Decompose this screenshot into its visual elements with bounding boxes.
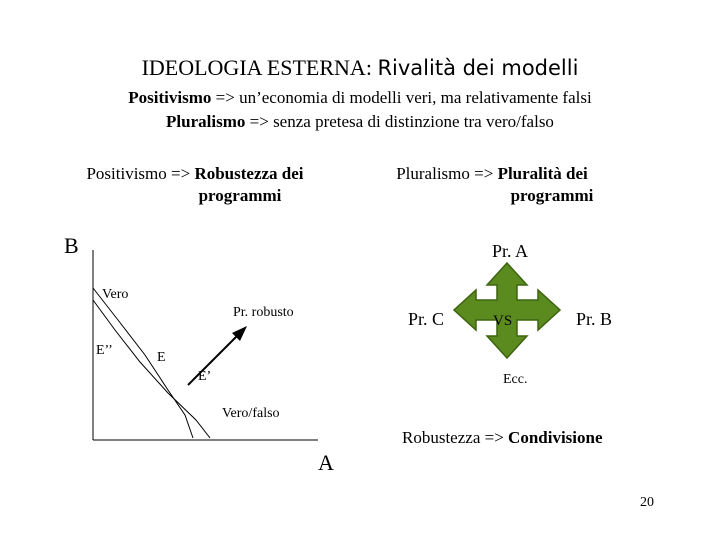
vs-label: VS [493, 313, 513, 329]
condivisione-plain: Robustezza => [402, 428, 504, 447]
vero-falso-label: Vero/falso [222, 406, 280, 421]
e-double-prime-label: E’’ [96, 343, 113, 358]
e-prime-label: E’ [198, 369, 212, 384]
condivisione-bold: Condivisione [508, 428, 603, 447]
vero-falso-curve [93, 300, 210, 438]
pr-a-label: Pr. A [492, 241, 529, 261]
right-heading-bold-2: programmi [510, 186, 594, 205]
page-number: 20 [640, 495, 654, 510]
left-heading-bold-1: Robustezza dei [194, 164, 304, 183]
condivisione-line [402, 428, 603, 448]
e-label: E [157, 350, 166, 365]
axis-b-label: B [64, 233, 79, 258]
vero-label: Vero [102, 287, 129, 302]
robust-curve [93, 288, 193, 438]
left-heading-bold-2: programmi [198, 186, 282, 205]
pr-b-label: Pr. B [576, 309, 613, 329]
four-way-arrow-icon [454, 263, 560, 358]
positivismo-rest: => un’economia di modelli veri, ma relativamente falsi [215, 88, 592, 107]
axis-a-label: A [318, 450, 334, 475]
pluralismo-rest: => senza pretesa di distinzione tra vero/falso [249, 112, 554, 131]
pr-c-label: Pr. C [408, 309, 445, 329]
right-heading-plain: Pluralismo => [396, 164, 494, 183]
pluralismo-bold: Pluralismo [166, 112, 246, 131]
right-heading-bold-1: Pluralità dei [497, 164, 588, 183]
left-heading-plain: Positivismo => [86, 164, 191, 183]
pr-robusto-label: Pr. robusto [233, 305, 294, 320]
title-rest: Rivalità dei modelli [377, 56, 579, 80]
robust-arrow-shaft [188, 333, 240, 385]
positivismo-bold: Positivismo [128, 88, 212, 107]
title-main: IDEOLOGIA ESTERNA: [141, 55, 372, 80]
ecc-label: Ecc. [503, 372, 528, 387]
